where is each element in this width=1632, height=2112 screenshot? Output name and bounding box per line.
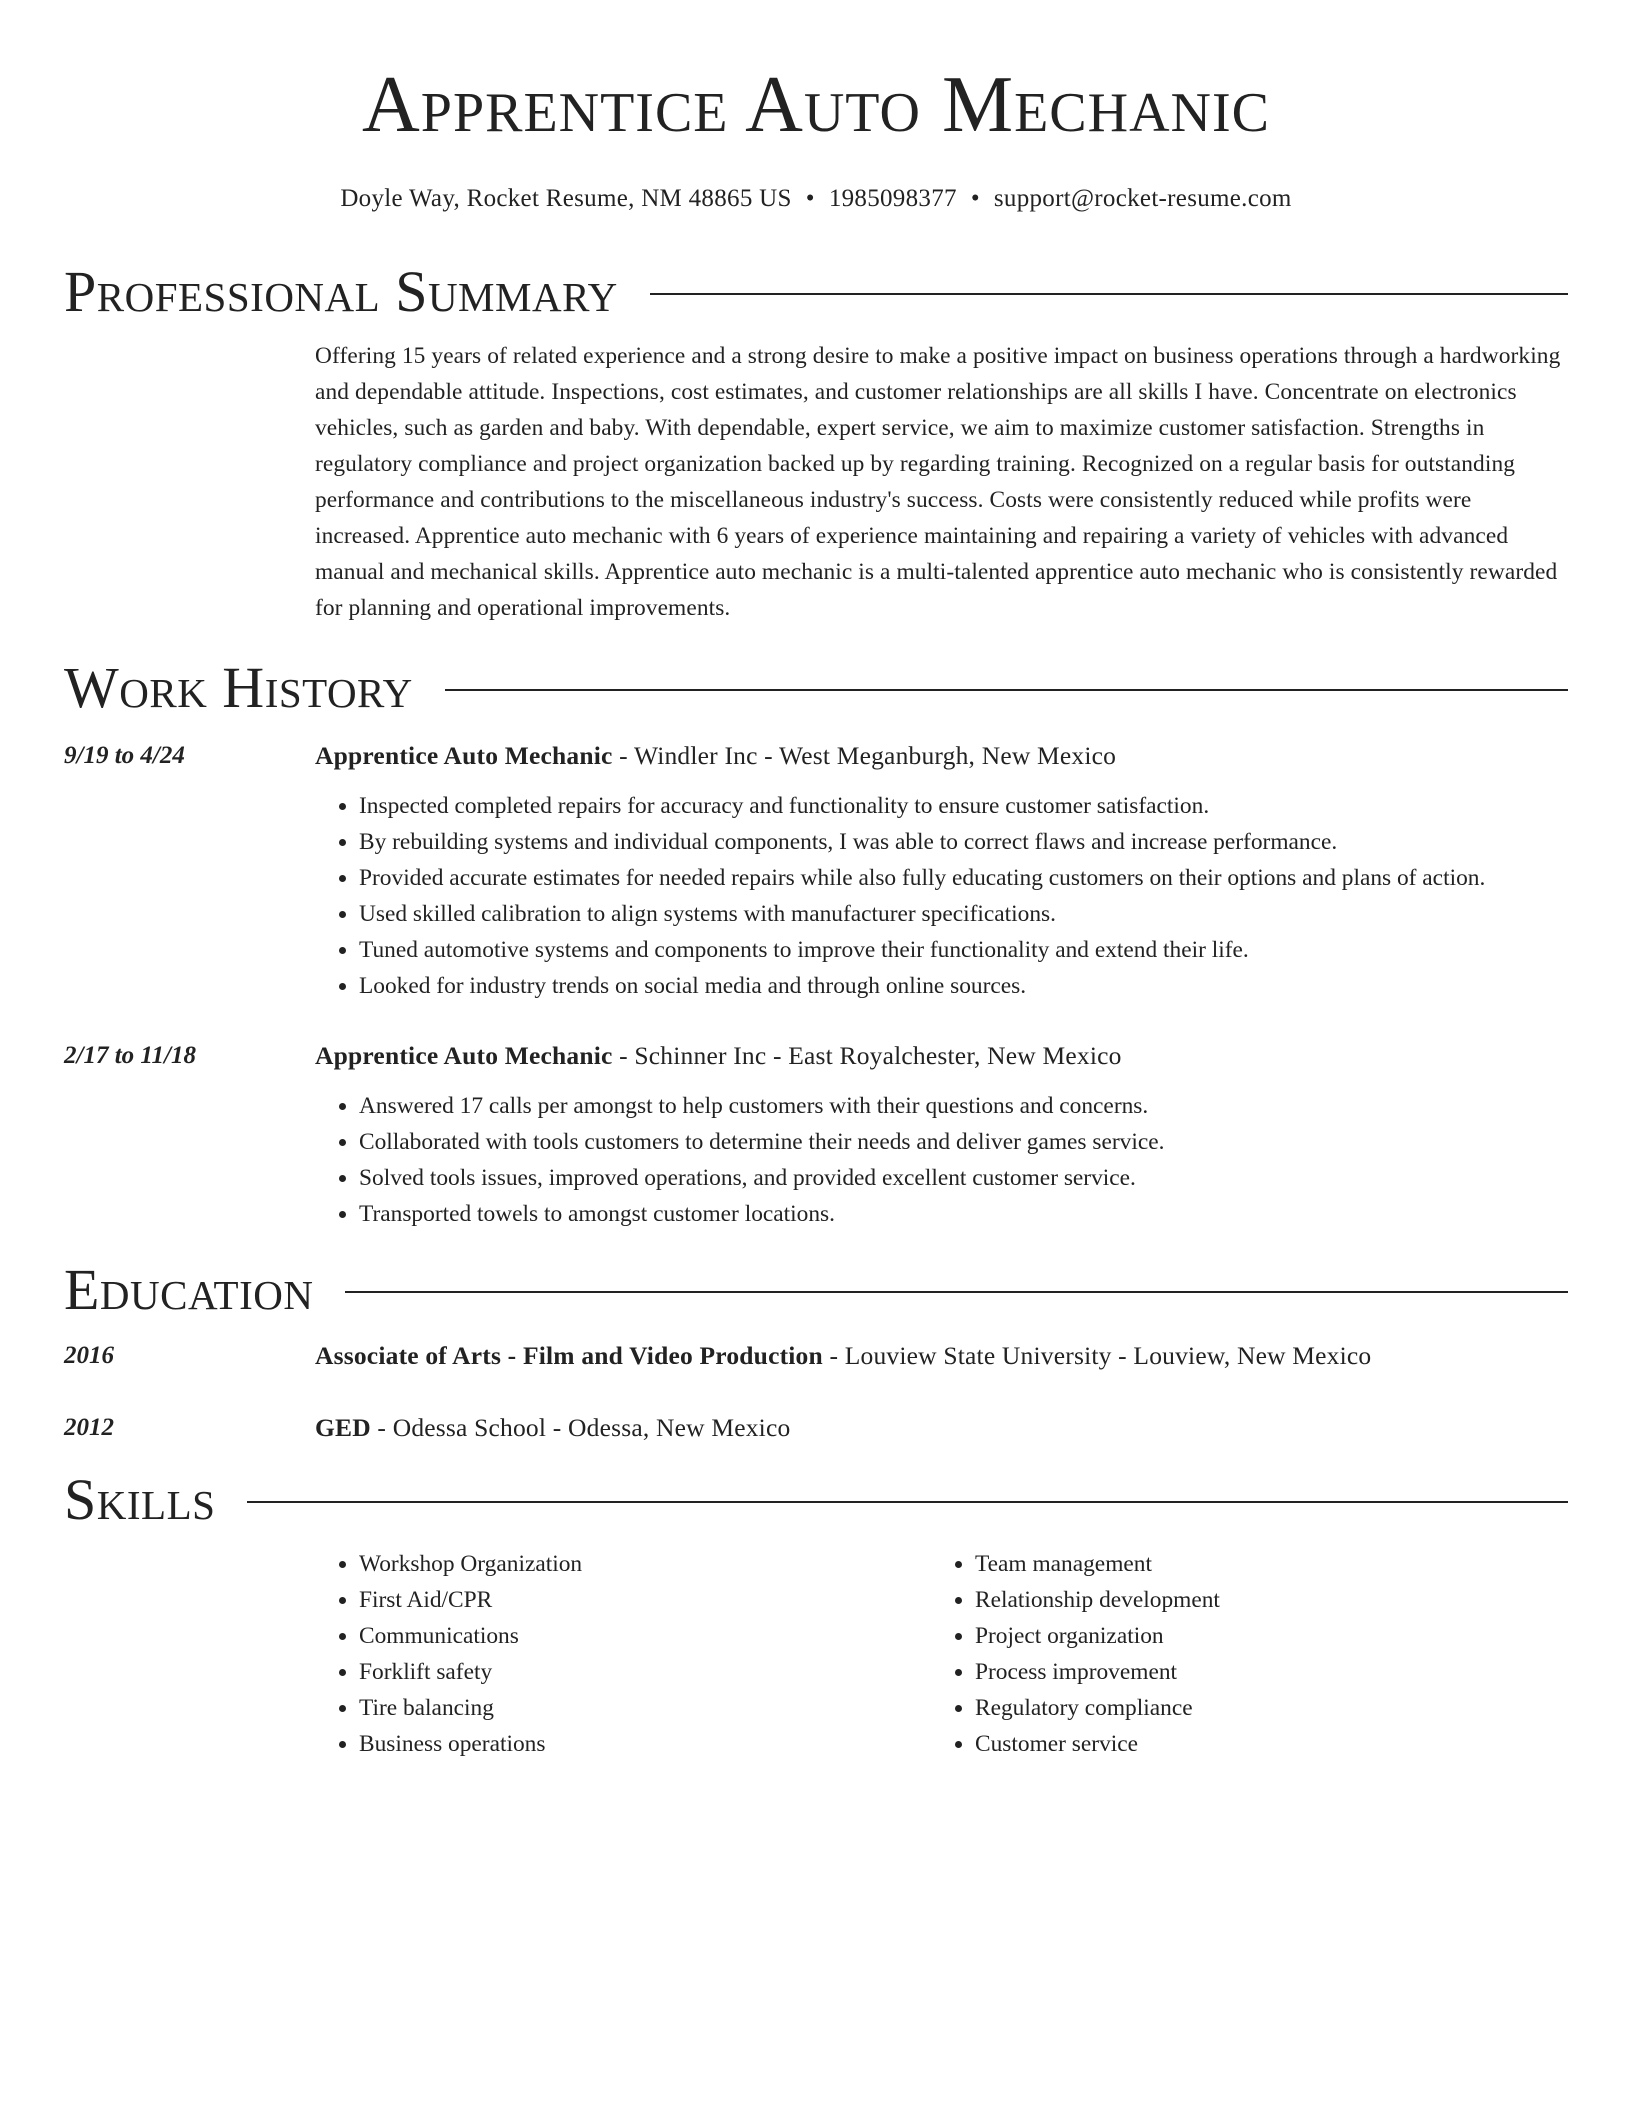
skill-item: • Process improvement [975, 1654, 1568, 1690]
contact-line [64, 184, 1568, 214]
skill-item: • First Aid/CPR [359, 1582, 931, 1618]
skill-item: • Forklift safety [359, 1654, 931, 1690]
skill-item: • Team management [975, 1546, 1568, 1582]
work-heading: Work History [64, 655, 413, 720]
skill-item: • Business operations [359, 1726, 931, 1762]
education-degree: GED [315, 1413, 371, 1442]
job-bullet: • Collaborated with tools customers to determine their needs and deliver games service. [359, 1124, 1568, 1160]
job-entry [64, 738, 1568, 1004]
contact-separator: • [805, 185, 815, 212]
job-bullet: • Provided accurate estimates for needed repairs while also fully educating customers on their options and plans of action. [359, 860, 1568, 896]
skill-item: • Tire balancing [359, 1690, 931, 1726]
job-bullet: • Solved tools issues, improved operations, and provided excellent customer service. [359, 1160, 1568, 1196]
job-date: 9/19 to 4/24 [64, 742, 185, 769]
skill-item: • Customer service [975, 1726, 1568, 1762]
education-entry [64, 1338, 1568, 1374]
job-title-line [315, 738, 1568, 774]
job-bullet: • Answered 17 calls per amongst to help customers with their questions and concerns. [359, 1088, 1568, 1124]
education-title-line [315, 1338, 1568, 1374]
skills-section-header [64, 1468, 1568, 1532]
summary-heading: Professional Summary [64, 259, 618, 324]
education-date: 2016 [64, 1342, 114, 1369]
summary-section-header [64, 260, 1568, 324]
contact-address: Doyle Way, Rocket Resume, NM 48865 US [340, 185, 792, 212]
section-divider [445, 689, 1568, 691]
job-details: - Windler Inc - West Meganburgh, New Mexico [612, 741, 1117, 770]
section-divider [650, 293, 1568, 295]
skills-list [315, 1546, 1568, 1762]
job-bullet: • Inspected completed repairs for accuracy and functionality to ensure customer satisfaction. [359, 788, 1568, 824]
education-section-header [64, 1258, 1568, 1322]
education-body [315, 1338, 1568, 1374]
job-bullet: • By rebuilding systems and individual components, I was able to correct flaws and increase performance. [359, 824, 1568, 860]
contact-separator: • [970, 185, 980, 212]
job-bullet: • Used skilled calibration to align systems with manufacturer specifications. [359, 896, 1568, 932]
education-degree: Associate of Arts - Film and Video Production [315, 1341, 823, 1370]
skills-heading: Skills [64, 1467, 216, 1532]
job-role: Apprentice Auto Mechanic [315, 1041, 613, 1070]
skill-item: • Workshop Organization [359, 1546, 931, 1582]
section-divider [345, 1291, 1568, 1293]
job-entry [64, 1038, 1568, 1232]
education-title-line [315, 1410, 1568, 1446]
work-section-header [64, 656, 1568, 720]
education-body [315, 1410, 1568, 1446]
job-bullet: • Looked for industry trends on social media and through online sources. [359, 968, 1568, 1004]
job-date: 2/17 to 11/18 [64, 1042, 196, 1069]
job-role: Apprentice Auto Mechanic [315, 741, 613, 770]
section-divider [247, 1501, 1568, 1503]
education-entry [64, 1410, 1568, 1446]
job-body [315, 738, 1568, 1004]
job-bullets [315, 788, 1568, 1004]
job-body [315, 1038, 1568, 1232]
education-details: - Louview State University - Louview, New Mexico [822, 1341, 1372, 1370]
summary-text: Offering 15 years of related experience and a strong desire to make a positive impact on business operations through a hardworking and dependable attitude. Inspections, cost estimates, and customer relationships are all skills I have. Concentrate on electronics vehicles, such as garden and baby. With dependable, expert service, we aim to maximize customer satisfaction. Strengths in regulatory compliance and project organization backed up by regarding training. Recognized on a regular basis for outstanding performance and contributions to the miscellaneous industry's success. Costs were consistently reduced while profits were increased. Apprentice auto mechanic with 6 years of experience maintaining and repairing a variety of vehicles with advanced manual and mechanical skills. Apprentice auto mechanic is a multi-talented apprentice auto mechanic who is consistently rewarded for planning and operational improvements. [315, 343, 1561, 621]
contact-phone: 1985098377 [828, 185, 957, 212]
education-details: - Odessa School - Odessa, New Mexico [370, 1413, 791, 1442]
resume-name: Apprentice Auto Mechanic [362, 61, 1270, 149]
skill-item: • Regulatory compliance [975, 1690, 1568, 1726]
education-date: 2012 [64, 1414, 114, 1441]
job-bullets [315, 1088, 1568, 1232]
education-heading: Education [64, 1257, 314, 1322]
skill-item: • Relationship development [975, 1582, 1568, 1618]
skill-item: • Project organization [975, 1618, 1568, 1654]
skill-item: • Communications [359, 1618, 931, 1654]
job-bullet: • Transported towels to amongst customer locations. [359, 1196, 1568, 1232]
skills-column-left [315, 1546, 931, 1762]
job-details: - Schinner Inc - East Royalchester, New Mexico [612, 1041, 1122, 1070]
contact-email: support@rocket-resume.com [993, 185, 1292, 212]
skills-column-right [931, 1546, 1568, 1762]
job-title-line [315, 1038, 1568, 1074]
job-bullet: • Tuned automotive systems and components to improve their functionality and extend their life. [359, 932, 1568, 968]
